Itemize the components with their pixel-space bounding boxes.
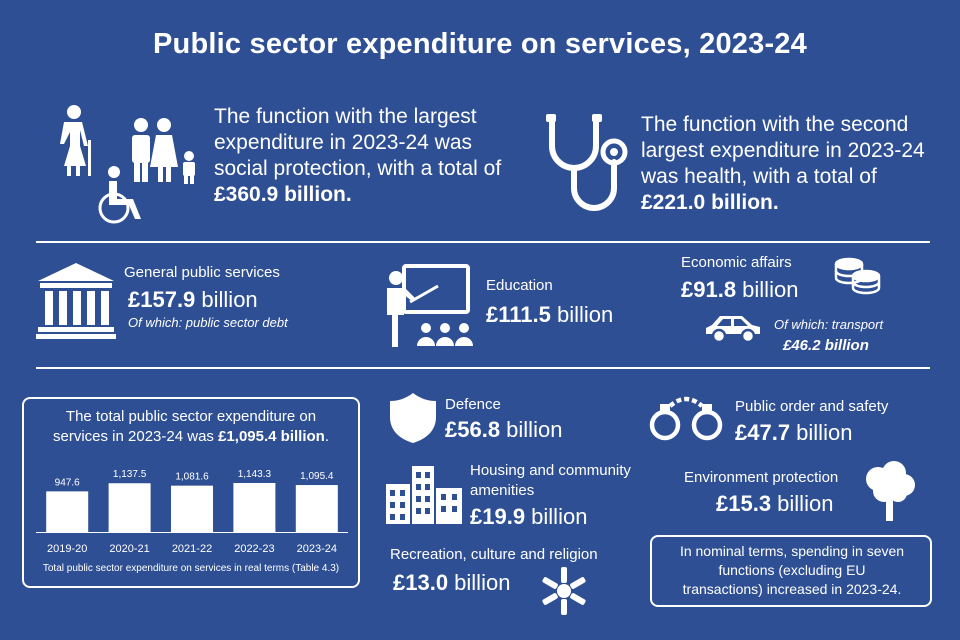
environment-amount-unit: billion — [771, 491, 834, 516]
nominal-line-2: functions (excluding EU — [718, 562, 866, 578]
family-wheelchair-icon — [52, 104, 202, 228]
transport-note-label: Of which: transport — [774, 317, 884, 332]
education-amount-unit: billion — [550, 302, 614, 327]
chart-bar — [296, 485, 338, 532]
social-line-2: expenditure in 2023-24 was — [214, 131, 473, 154]
total-line-2 — [24, 427, 358, 447]
economic-amount — [681, 277, 798, 303]
health-line-1: The function with the second — [641, 113, 909, 136]
public-order-amount-value: £47.7 — [735, 420, 791, 445]
social-protection-text — [214, 104, 534, 208]
defence-label: Defence — [445, 396, 501, 413]
chart-bar — [171, 486, 213, 532]
total-line-2-suffix: . — [324, 428, 329, 445]
nominal-line-1: In nominal terms, spending in seven — [679, 543, 905, 559]
health-line-3: was health, with a total of — [641, 165, 877, 188]
housing-amount-unit: billion — [525, 504, 588, 529]
social-line-1: The function with the largest — [214, 105, 477, 128]
car-icon — [704, 314, 762, 344]
chart-caption: Total public sector expenditure on services in real terms (Table 4.3) — [42, 563, 340, 574]
tree-icon — [862, 461, 916, 521]
health-text — [641, 112, 951, 216]
recreation-amount — [393, 570, 510, 596]
chart-tick-label: 2022-23 — [234, 543, 275, 555]
education-label: Education — [486, 277, 553, 294]
divider-middle — [36, 367, 930, 369]
chart-value-label: 1,081.6 — [175, 471, 209, 483]
joined-hands-icon — [534, 566, 594, 616]
recreation-amount-value: £13.0 — [393, 570, 449, 595]
general-amount-unit: billion — [195, 287, 258, 312]
chart-value-label: 1,095.4 — [300, 471, 334, 483]
chart-bar — [46, 491, 88, 532]
government-building-icon — [36, 263, 116, 339]
general-note: Of which: public sector debt — [128, 315, 288, 330]
health-line-2: largest expenditure in 2023-24 — [641, 139, 925, 162]
chart-tick-label: 2021-22 — [171, 543, 213, 555]
environment-amount — [716, 491, 833, 517]
public-order-amount-unit: billion — [790, 420, 853, 445]
shield-icon — [390, 393, 436, 443]
nominal-terms-text — [652, 542, 932, 599]
total-line-2-amount: £1,095.4 billion — [218, 428, 325, 445]
social-amount: £360.9 billion. — [214, 183, 352, 206]
general-label: General public services — [124, 264, 280, 281]
economic-label: Economic affairs — [681, 254, 792, 271]
education-amount — [486, 302, 613, 328]
defence-amount-unit: billion — [500, 417, 563, 442]
nominal-line-3: transactions) increased in 2023-24. — [682, 581, 902, 597]
teacher-classroom-icon — [382, 264, 482, 354]
environment-label: Environment protection — [684, 469, 839, 486]
defence-amount-value: £56.8 — [445, 417, 501, 442]
buildings-icon — [386, 466, 462, 524]
total-line-2-prefix: services in 2023-24 was — [53, 428, 219, 445]
housing-label-line-2: amenities — [470, 482, 535, 499]
page-title: Public sector expenditure on services, 2023-24 — [153, 28, 807, 60]
general-amount — [128, 287, 258, 313]
chart-tick-label: 2019-20 — [47, 543, 88, 555]
handcuffs-icon — [648, 392, 724, 444]
chart-value-label: 1,143.3 — [237, 469, 272, 480]
chart-bar — [233, 483, 275, 532]
recreation-label: Recreation, culture and religion — [390, 546, 598, 563]
chart-tick-label: 2020-21 — [109, 543, 150, 555]
chart-value-label: 947.6 — [54, 477, 80, 489]
social-line-3: social protection, with a total of — [214, 157, 502, 180]
housing-amount-value: £19.9 — [470, 504, 526, 529]
total-line-1: The total public sector expenditure on — [65, 408, 317, 425]
general-amount-value: £157.9 — [128, 287, 196, 312]
public-order-amount — [735, 420, 852, 446]
recreation-amount-unit: billion — [448, 570, 511, 595]
housing-amount — [470, 504, 587, 530]
environment-amount-value: £15.3 — [716, 491, 772, 516]
housing-label — [470, 461, 631, 501]
chart-value-label: 1,137.5 — [112, 469, 147, 481]
total-expenditure-text — [24, 407, 358, 447]
stethoscope-icon — [540, 112, 640, 218]
total-expenditure-bar-chart — [36, 460, 348, 556]
housing-label-line-1: Housing and community — [470, 462, 631, 479]
defence-amount — [445, 417, 562, 443]
public-order-label: Public order and safety — [735, 398, 889, 415]
economic-amount-value: £91.8 — [681, 277, 737, 302]
chart-tick-label: 2023-24 — [296, 543, 337, 555]
economic-amount-unit: billion — [736, 277, 799, 302]
divider-top — [36, 241, 930, 243]
education-amount-value: £111.5 — [486, 302, 551, 327]
health-amount: £221.0 billion. — [641, 191, 779, 214]
chart-bar — [109, 483, 151, 532]
coins-icon — [833, 256, 883, 296]
transport-note-amount: £46.2 billion — [783, 337, 869, 354]
